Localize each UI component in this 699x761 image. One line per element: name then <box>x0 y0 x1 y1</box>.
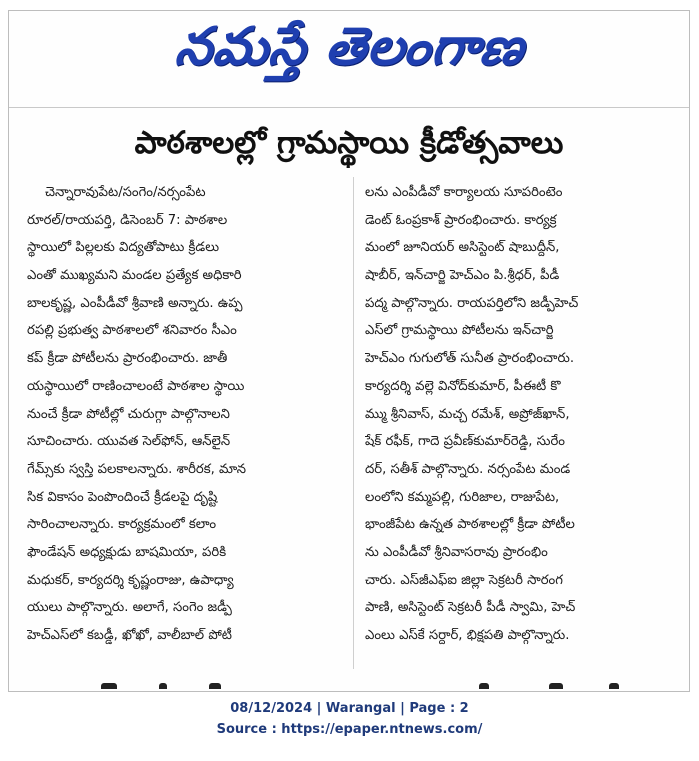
column-line: మ్ము శ్రీనివాస్, మచ్చ రమేశ్, అప్రోజ్‌ఖాన్, <box>365 406 570 422</box>
article-headline: పాఠశాలల్లో గ్రామస్థాయి క్రీడోత్సవాలు <box>134 125 564 161</box>
column-line: గేమ్స్‌కు స్వస్తి పలకాలన్నారు. శారీరక, మాన <box>27 461 247 477</box>
clipping-frame <box>8 10 690 692</box>
cropped-glyph-mark <box>609 683 619 689</box>
column-line: డెంట్ ఓంప్రకాశ్ ప్రారంభించారు. కార్యక్ర <box>365 212 557 228</box>
column-line: ను ఎంపీడీవో శ్రీనివాసరావు ప్రారంభిం <box>365 544 548 560</box>
column-line: రపల్లి ప్రభుత్వ పాఠశాలలో శనివారం సీఎం <box>27 323 237 339</box>
article-column-right <box>365 179 681 650</box>
column-line: బాలకృష్ణ, ఎంపీడీవో శ్రీవాణి అన్నారు. ఉప్ప <box>27 295 243 311</box>
column-line: ఎంలు ఎస్‌కే సర్దార్, భిక్షపతి పాల్గొన్నారు. <box>365 628 570 643</box>
column-line: ఎంతో ముఖ్యమని మండల ప్రత్యేక అధికారి <box>27 268 242 284</box>
column-line: ఎస్‌లో గ్రామస్థాయి పోటీలను ఇన్‌చార్జి <box>365 323 554 339</box>
column-line: షాబీర్, ఇన్‌చార్జి హెచ్‌ఎం పి.శ్రీధర్, పీడీ <box>365 268 560 284</box>
column-line: హెచ్‌ఎం గుగులోత్ సునీత ప్రారంభించారు. <box>365 351 575 367</box>
source-link[interactable]: Source : https://epaper.ntnews.com/ <box>216 722 483 737</box>
cropped-glyph-mark <box>549 683 563 689</box>
column-line: యులు పాల్గొన్నారు. అలాగే, సంగెం జడ్పీ <box>27 600 232 616</box>
column-line: స్థాయిలో పిల్లలకు విద్యతోపాటు క్రీడలు <box>27 240 220 256</box>
column-line: సిక వికాసం పెంపొందించే క్రీడలపై దృష్టి <box>27 489 218 505</box>
column-line: కార్యదర్శి వల్లె వినోద్‌కుమార్, పీఈటీ కొ <box>365 378 561 394</box>
clipping-footer <box>0 698 699 740</box>
column-line: ఫౌండేషన్ అధ్యక్షుడు బాషమియా, పరికి <box>27 544 227 560</box>
column-line: లను ఎంపీడీవో కార్యాలయ సూపరింటెం <box>365 185 563 200</box>
column-line: మధుకర్, కార్యదర్శి కృష్ణంరాజు, ఉపాధ్యా <box>27 572 234 588</box>
column-line: సూచించారు. యువత సెల్‌ఫోన్, ఆన్‌లైన్ <box>27 434 231 450</box>
masthead-divider <box>9 107 689 108</box>
column-line: హెచ్‌ఎస్‌లో కబడ్డీ, ఖోఖో, వాలీబాల్ పోటీ <box>27 628 232 643</box>
cropped-glyph-mark <box>209 683 221 689</box>
column-line: షేక్ రఫీక్, గాదె ప్రవీణ్‌కుమార్‌రెడ్డి, సురేం <box>365 434 565 450</box>
column-line: దర్, సతీశ్ పాల్గొన్నారు. నర్సంపేట మండ <box>365 461 571 477</box>
cropped-next-article-edge <box>9 673 689 691</box>
column-line: భాంజీపేట ఉన్నత పాఠశాలల్లో క్రీడా పోటీల <box>365 517 575 533</box>
column-divider <box>353 177 354 669</box>
column-line: లంలోని కమ్మపల్లి, గురిజాల, రాజుపేట, <box>365 489 560 505</box>
column-line: రూరల్/రాయపర్తి, డిసెంబర్ 7: పాఠశాల <box>27 212 228 228</box>
column-line: యస్థాయిలో రాణించాలంటే పాఠశాల స్థాయి <box>27 378 245 394</box>
cropped-glyph-mark <box>101 683 117 689</box>
column-line: నుంచే క్రీడా పోటీల్లో చురుగ్గా పాల్గొనాలని <box>27 406 230 422</box>
column-line: సారించాలన్నారు. కార్యక్రమంలో కలాం <box>27 517 217 533</box>
article-column-left <box>27 179 343 650</box>
newspaper-logo: నమస్తే తెలంగాణ <box>172 16 528 77</box>
column-line: మంలో జూనియర్ అసిస్టెంట్ షాబుద్దీన్, <box>365 240 560 256</box>
column-line: పద్మ పాల్గొన్నారు. రాయపర్తిలోని జడ్పీహెచ్ <box>365 295 579 311</box>
column-line: కప్ క్రీడా పోటీలను ప్రారంభించారు. జాతీ <box>27 351 228 367</box>
edition-info: 08/12/2024 | Warangal | Page : 2 <box>230 701 469 716</box>
masthead <box>9 11 689 95</box>
column-line: చారు. ఎస్‌జీఎఫ్‌ఐ జిల్లా సెక్రటరీ సారంగ <box>365 572 563 588</box>
column-line: పాణి, అసిస్టెంట్ సెక్రటరీ పీడీ స్వామి, హెచ్ <box>365 600 576 616</box>
cropped-glyph-mark <box>479 683 489 689</box>
column-line: చెన్నారావుపేట/సంగెం/నర్సంపేట <box>45 185 206 200</box>
cropped-glyph-mark <box>159 683 167 689</box>
